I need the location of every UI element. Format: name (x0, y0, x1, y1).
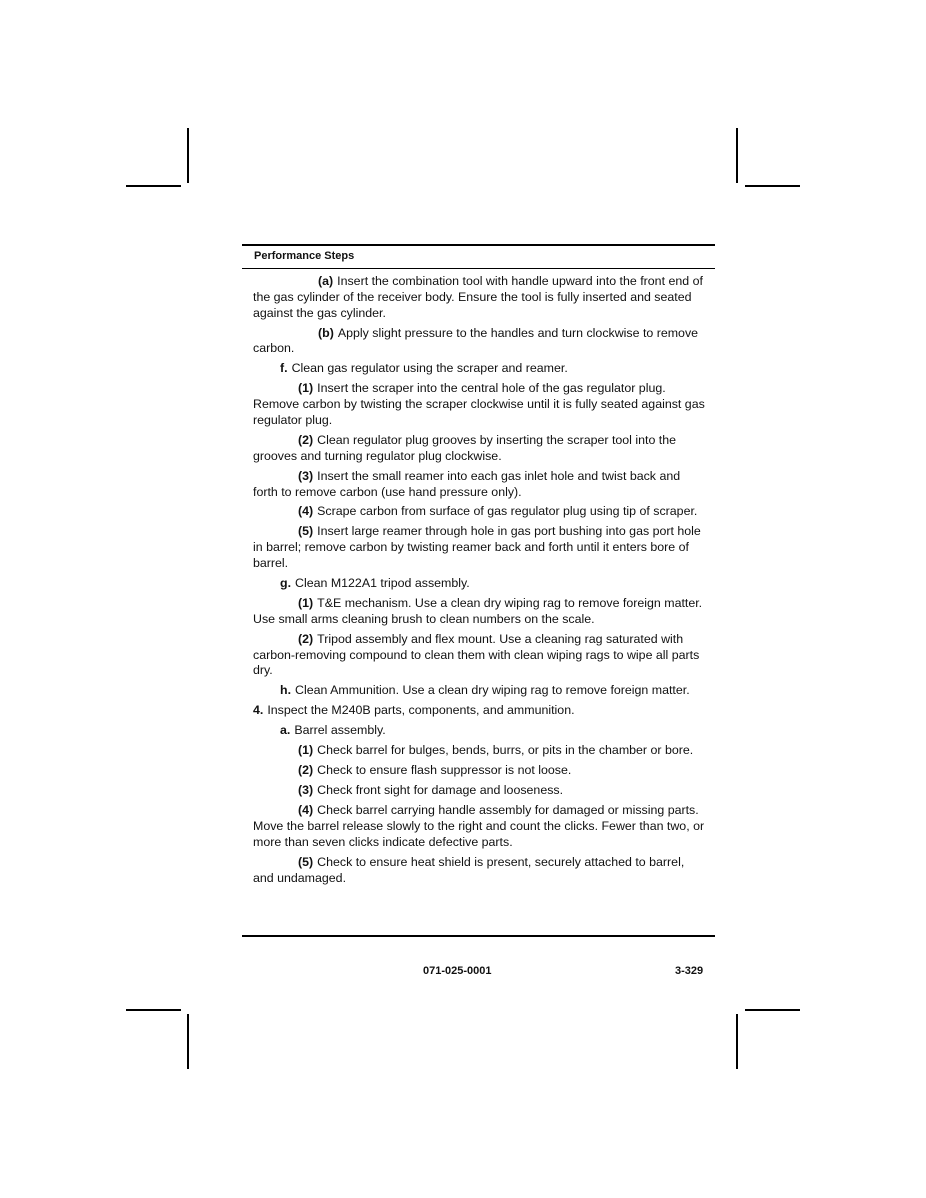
step-label: (b) (318, 325, 334, 340)
step-label: (3) (298, 468, 314, 483)
header-top-rule (242, 244, 715, 246)
step-text: Clean regulator plug grooves by inserting the scraper tool into the grooves and turning regulator plug clockwise. (253, 432, 677, 463)
step-paragraph (253, 381, 708, 428)
step-paragraph (253, 855, 708, 887)
step-paragraph (253, 632, 708, 679)
performance-steps-body (253, 274, 708, 891)
step-text: Insert the small reamer into each gas inlet hole and twist back and forth to remove carbon (use hand pressure only). (253, 468, 681, 499)
step-paragraph (253, 576, 708, 592)
step-text: Clean Ammunition. Use a clean dry wiping rag to remove foreign matter. (295, 683, 690, 698)
step-text: Barrel assembly. (294, 723, 386, 738)
step-label: (a) (318, 274, 334, 288)
step-paragraph (253, 703, 708, 719)
step-paragraph (253, 274, 708, 321)
step-paragraph (253, 433, 708, 465)
step-label: (5) (298, 524, 314, 539)
step-label: (4) (298, 803, 314, 818)
step-text: Check to ensure flash suppressor is not loose. (317, 763, 572, 778)
step-label: h. (280, 683, 292, 698)
step-label: (2) (298, 763, 314, 778)
step-paragraph (253, 683, 708, 699)
section-title: Performance Steps (254, 250, 355, 262)
step-text: Clean gas regulator using the scraper and reamer. (291, 361, 568, 376)
step-label: f. (280, 361, 288, 376)
step-paragraph (253, 469, 708, 501)
content-bottom-rule (242, 935, 715, 937)
step-paragraph (253, 783, 708, 799)
step-paragraph (253, 803, 708, 850)
step-paragraph (253, 524, 708, 571)
step-label: a. (280, 723, 291, 738)
step-label: (1) (298, 743, 314, 758)
crop-mark-bottom-left-vertical (187, 1014, 189, 1069)
step-text: Clean M122A1 tripod assembly. (295, 576, 470, 591)
crop-mark-top-right-vertical (736, 128, 738, 183)
step-paragraph (253, 361, 708, 377)
step-label: (3) (298, 783, 314, 798)
crop-mark-top-right-horizontal (745, 185, 800, 187)
step-text: Check to ensure heat shield is present, securely attached to barrel, and undamaged. (253, 854, 685, 885)
crop-mark-bottom-left-horizontal (126, 1009, 181, 1011)
step-text: Check front sight for damage and looseness. (317, 783, 564, 798)
step-text: Tripod assembly and flex mount. Use a cleaning rag saturated with carbon-removing compound to clean them with clean wiping rags to wipe all parts dry. (253, 631, 700, 678)
step-label: (2) (298, 432, 314, 447)
step-label: (2) (298, 631, 314, 646)
step-paragraph (253, 596, 708, 628)
step-text: Apply slight pressure to the handles and turn clockwise to remove carbon. (253, 325, 699, 356)
crop-mark-top-left-horizontal (126, 185, 181, 187)
step-text: Insert the scraper into the central hole of the gas regulator plug. Remove carbon by twisting the scraper clockwise until it is fully seated against gas regulator plug. (253, 381, 705, 427)
step-label: 4. (253, 703, 264, 718)
header-bottom-rule (242, 268, 715, 269)
step-paragraph (253, 326, 708, 358)
step-label: (4) (298, 504, 314, 519)
step-label: (1) (298, 596, 314, 611)
step-text: Check barrel carrying handle assembly for damaged or missing parts. Move the barrel release slowly to the right and count the clicks. Fewer than two, or more than seven clicks indicate defective parts. (253, 803, 705, 849)
step-text: Inspect the M240B parts, components, and ammunition. (267, 703, 575, 718)
crop-mark-bottom-right-vertical (736, 1014, 738, 1069)
step-paragraph (253, 763, 708, 779)
step-label: (1) (298, 381, 314, 396)
step-text: Check barrel for bulges, bends, burrs, or pits in the chamber or bore. (317, 743, 694, 758)
step-text: Insert the combination tool with handle upward into the front end of the gas cylinder of the receiver body. Ensure the tool is fully inserted and seated against the gas cylinder. (253, 274, 703, 320)
crop-mark-top-left-vertical (187, 128, 189, 183)
crop-mark-bottom-right-horizontal (745, 1009, 800, 1011)
task-number: 071-025-0001 (423, 965, 492, 977)
step-label: g. (280, 576, 292, 591)
step-paragraph (253, 723, 708, 739)
step-label: (5) (298, 854, 314, 869)
step-paragraph (253, 743, 708, 759)
page-number: 3-329 (675, 965, 704, 977)
step-text: Insert large reamer through hole in gas port bushing into gas port hole in barrel; remove carbon by twisting reamer back and forth until it enters bore of barrel. (253, 524, 701, 571)
step-text: T&E mechanism. Use a clean dry wiping rag to remove foreign matter. Use small arms cleaning brush to clean numbers on the scale. (253, 596, 703, 626)
step-text: Scrape carbon from surface of gas regulator plug using tip of scraper. (317, 504, 698, 519)
step-paragraph (253, 504, 708, 520)
